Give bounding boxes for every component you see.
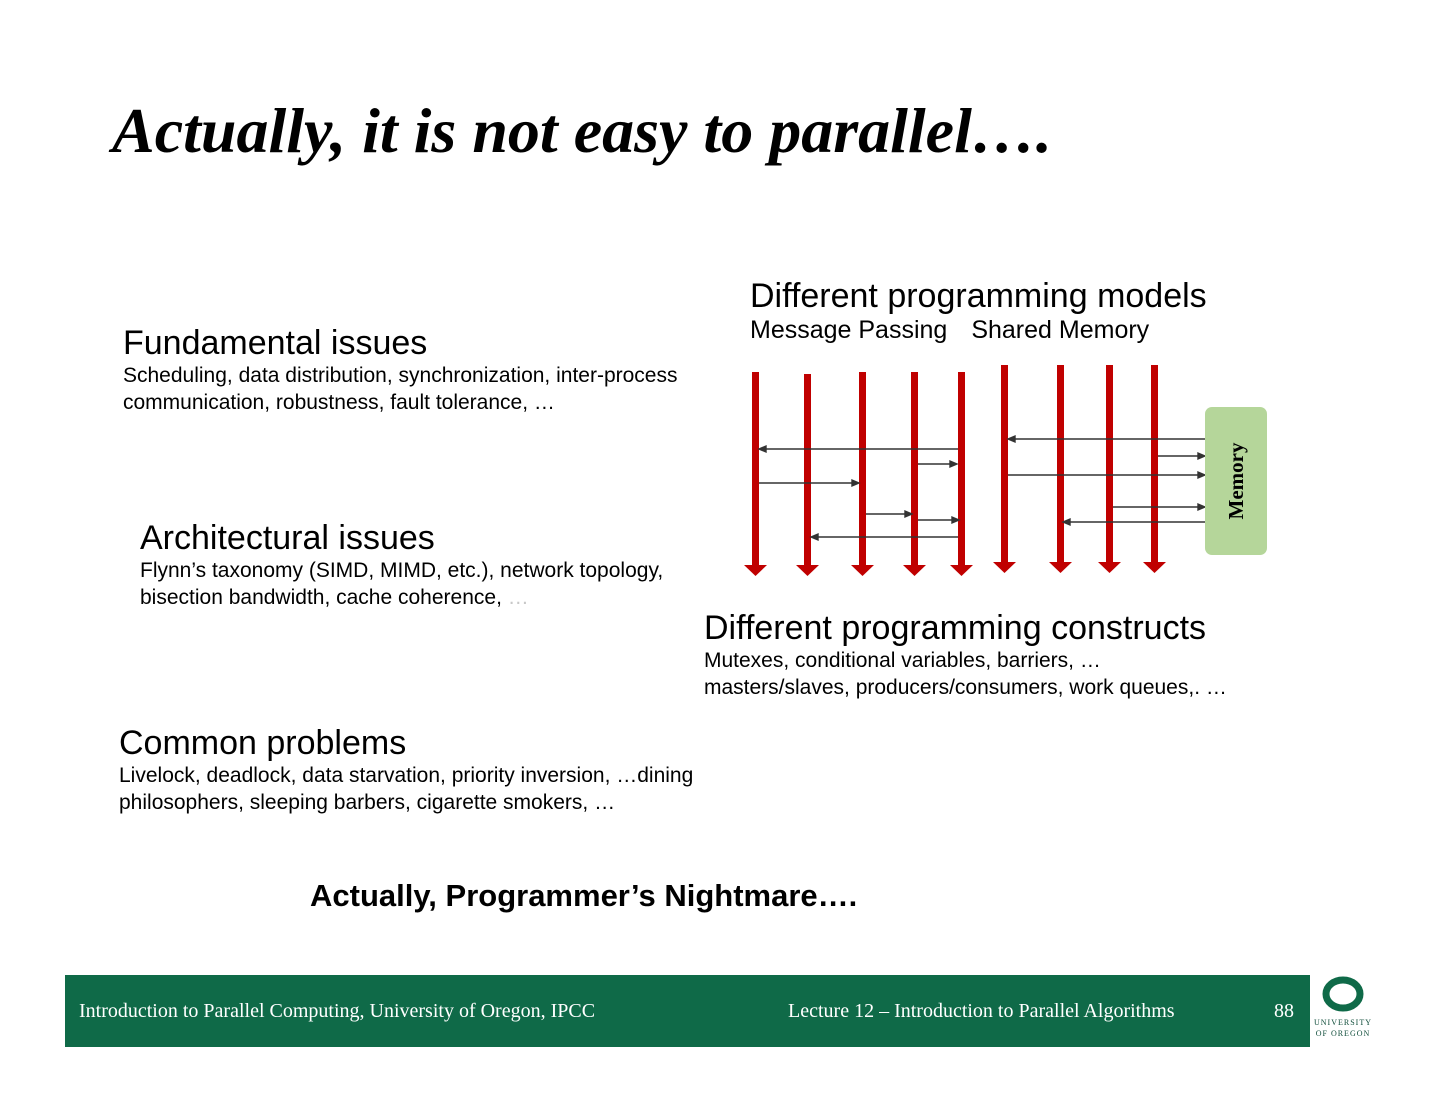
- fundamental-issues-heading: Fundamental issues: [123, 324, 428, 362]
- common-problems-section: [119, 724, 699, 816]
- mp-process-arrowhead: [796, 565, 819, 576]
- message-arrowhead: [952, 517, 959, 523]
- footer-course-title: Introduction to Parallel Computing, University of Oregon, IPCC: [79, 1000, 596, 1022]
- mp-process-arrowhead: [744, 565, 767, 576]
- message-arrowhead: [905, 511, 912, 517]
- shared-memory-process-lines: [993, 365, 1166, 573]
- programming-constructs-line-2: masters/slaves, producers/consumers, work queues,. …: [704, 676, 1227, 699]
- message-arrowhead: [759, 446, 766, 452]
- nightmare-tagline: Actually, Programmer’s Nightmare….: [310, 878, 858, 913]
- message-passing-label: Message Passing: [750, 316, 948, 344]
- programming-constructs-section: [704, 609, 1344, 701]
- footer-page-number: 88: [1274, 1000, 1294, 1022]
- footer-lecture-title: Lecture 12 – Introduction to Parallel Algorithms: [788, 1000, 1175, 1022]
- common-problems-body: Livelock, deadlock, data starvation, priority inversion, …dining philosophers, sleeping barbers, cigarette smokers, …: [119, 764, 694, 814]
- programming-constructs-heading: Different programming constructs: [704, 609, 1207, 647]
- oregon-o-icon: [1321, 976, 1365, 1012]
- programming-models-subtitles: [750, 315, 1310, 345]
- sm-process-line: [1001, 365, 1008, 565]
- memory-label: Memory: [1224, 442, 1248, 520]
- mp-process-line: [958, 372, 965, 568]
- mp-process-arrowhead: [950, 565, 973, 576]
- fundamental-issues-body: Scheduling, data distribution, synchronization, inter-process communication, robustness, fault tolerance, …: [123, 364, 678, 414]
- message-arrowhead: [811, 534, 818, 540]
- mp-process-line: [859, 372, 866, 568]
- logo-oregon-text: OF OREGON: [1315, 1029, 1371, 1038]
- architectural-issues-section: [140, 519, 700, 611]
- message-arrowhead: [950, 461, 957, 467]
- programming-models-heading: Different programming models: [750, 277, 1207, 315]
- memory-access-arrowhead: [1198, 453, 1205, 459]
- slide-title: Actually, it is not easy to parallel….: [112, 95, 1052, 166]
- sm-process-line: [1057, 365, 1064, 565]
- mp-process-arrowhead: [903, 565, 926, 576]
- programming-constructs-line-1: Mutexes, conditional variables, barriers, …: [704, 649, 1101, 672]
- mp-process-line: [804, 374, 811, 568]
- sm-process-line: [1151, 365, 1158, 565]
- fundamental-issues-section: [123, 324, 703, 416]
- common-problems-heading: Common problems: [119, 724, 407, 762]
- architectural-issues-ellipsis: …: [507, 586, 529, 609]
- architectural-issues-heading: Architectural issues: [140, 519, 435, 557]
- footer-bar: [65, 975, 1310, 1047]
- sm-process-line: [1106, 365, 1113, 565]
- architectural-issues-body: [140, 557, 700, 611]
- programming-models-diagram: [735, 360, 1275, 585]
- sm-process-arrowhead: [1049, 562, 1072, 573]
- programming-models-section: [750, 277, 1310, 345]
- memory-access-arrowhead: [1198, 472, 1205, 478]
- university-logo: [1312, 976, 1374, 1039]
- shared-memory-label: Shared Memory: [971, 316, 1150, 344]
- message-passing-diagram: [744, 372, 973, 576]
- sm-process-arrowhead: [1098, 562, 1121, 573]
- mp-process-line: [911, 372, 918, 568]
- memory-access-arrowhead: [1063, 519, 1070, 525]
- architectural-issues-text: Flynn’s taxonomy (SIMD, MIMD, etc.), network topology, bisection bandwidth, cache coherence,: [140, 559, 664, 609]
- sm-process-arrowhead: [1143, 562, 1166, 573]
- mp-process-arrowhead: [851, 565, 874, 576]
- message-passing-process-lines: [744, 372, 973, 576]
- shared-memory-diagram: [993, 365, 1267, 573]
- message-arrowhead: [852, 480, 859, 486]
- memory-access-arrowhead: [1198, 504, 1205, 510]
- logo-university-text: UNIVERSITY: [1314, 1018, 1372, 1027]
- memory-access-arrowhead: [1008, 436, 1015, 442]
- sm-process-arrowhead: [993, 562, 1016, 573]
- mp-process-line: [752, 372, 759, 568]
